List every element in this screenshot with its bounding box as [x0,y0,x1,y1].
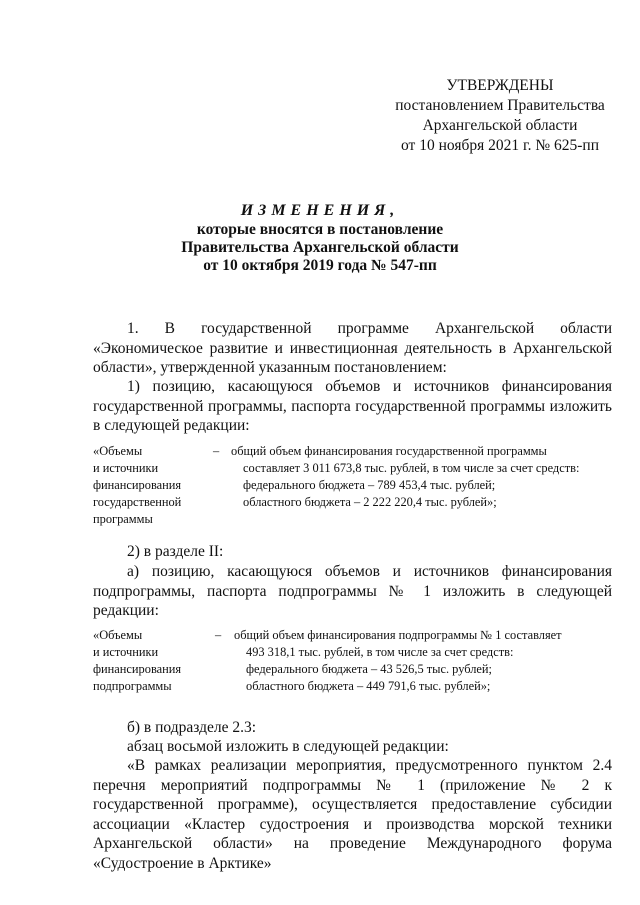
title-main: ИЗМЕНЕНИЯ, [240,202,400,219]
table2-line-2: 493 318,1 тыс. рублей, в том числе за счет средств: [246,645,514,659]
approval-line-2: постановлением Правительства [395,97,605,114]
table1-label-line-2: и источники [93,461,159,475]
table2-label-line-4: подпрограммы [93,679,172,693]
paragraph-1: 1. В государственной программе Архангельской области «Экономическое развитие и инвестиционная деятельность в Архангельской области», утвержденной указанным постановлением: [93,320,612,376]
title-line-1: которые вносятся в постановление [196,221,444,238]
table2-label-line-2: и источники [93,645,159,659]
table2-line-4: областного бюджета – 449 791,6 тыс. рублей»; [246,679,491,693]
approval-line-3: Архангельской области [422,117,578,134]
paragraph-7: «В рамках реализации мероприятия, предусмотренного пунктом 2.4 перечня мероприятий подпрограммы № 1 (приложение № 2 к государственной программе), осуществляется предоставление субсидии ассоциации «Кластер судостроения и производства морской техники Архангельской области» на проведение Международного форума «Судостроение в Арктике» [93,757,612,872]
table1-label [93,443,208,528]
table2-line-3: федерального бюджета – 43 526,5 тыс. рублей; [246,662,493,676]
table1-line-2: составляет 3 011 673,8 тыс. рублей, в том числе за счет средств: [243,461,580,475]
table2-label-line-1: «Объемы [93,628,143,642]
table1-label-line-3: финансирования [93,478,182,492]
document-title [60,201,580,275]
approval-block [380,76,620,156]
table1-label-line-5: программы [93,512,153,526]
approval-heading: УТВЕРЖДЕНЫ [446,77,554,94]
title-line-3: от 10 октября 2019 года № 547-пп [203,257,437,274]
table1-line-1: общий объем финансирования государственной программы [231,444,547,458]
title-line-2: Правительства Архангельской области [181,239,459,256]
table1-line-4: областного бюджета – 2 222 220,4 тыс. рублей»; [243,495,497,509]
table2-dash: – [215,628,222,642]
table2-line-1: общий объем финансирования подпрограммы № 1 составляет [234,628,562,642]
table1-label-line-1: «Объемы [93,444,143,458]
table1-line-3: федерального бюджета – 789 453,4 тыс. рублей; [243,478,496,492]
paragraph-3: 2) в разделе II: [127,543,224,560]
table1-label-line-4: государственной [93,495,182,509]
table1-content [231,443,579,511]
paragraph-5: б) в подразделе 2.3: [127,719,257,736]
paragraph-2: 1) позицию, касающуюся объемов и источников финансирования государственной программы, паспорта государственной программы изложить в следующей редакции: [93,378,612,434]
financing-table-subprogram-1 [93,627,613,699]
paragraph-6: абзац восьмой изложить в следующей редакции: [127,738,449,755]
financing-table-state-program [93,443,613,533]
table1-dash: – [213,444,220,458]
paragraph-4: а) позицию, касающуюся объемов и источников финансирования подпрограммы, паспорта подпрограммы № 1 изложить в следующей редакции: [93,563,612,619]
approval-line-4: от 10 ноября 2021 г. № 625-пп [401,137,599,154]
table2-content [234,627,562,695]
table2-label [93,627,208,695]
table2-label-line-3: финансирования [93,662,182,676]
